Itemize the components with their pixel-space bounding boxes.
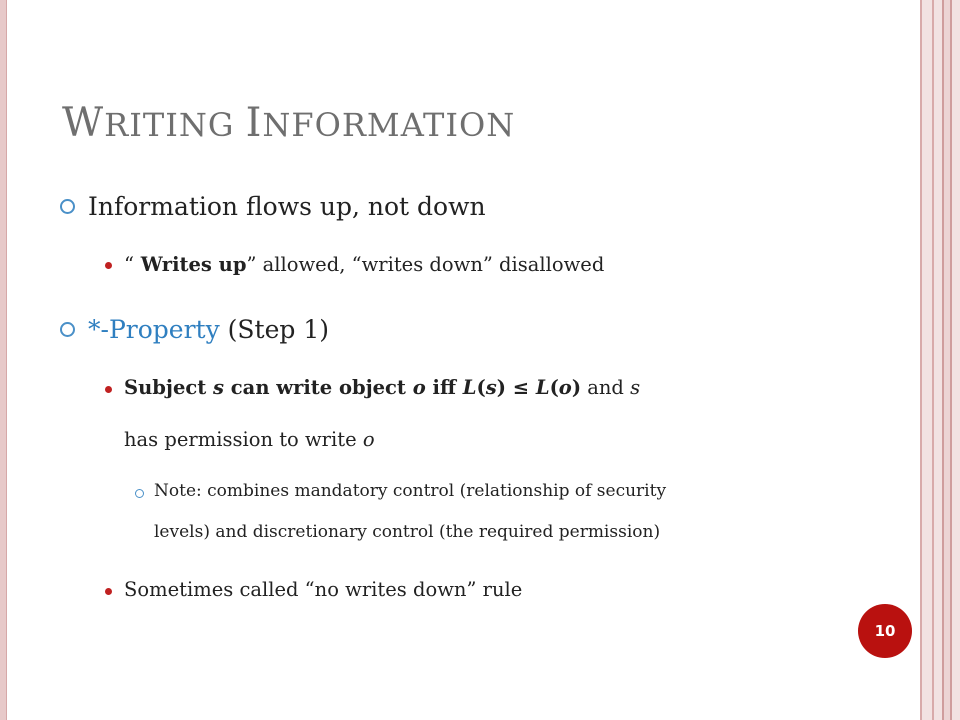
dot-bullet-icon	[105, 386, 112, 393]
bullet-information-flows: Information flows up, not down	[88, 192, 486, 221]
sub-bullet-subject-rule-cont: has permission to write o	[124, 428, 375, 451]
left-border-decoration	[0, 0, 7, 720]
sub-bullet-no-writes-down: Sometimes called “no writes down” rule	[124, 578, 523, 601]
small-circle-bullet-icon	[135, 489, 144, 498]
sub-bullet-writes-up: “ Writes up” allowed, “writes down” disallowed	[124, 253, 605, 276]
dot-bullet-icon	[105, 588, 112, 595]
page-number-badge: 10	[858, 604, 912, 658]
circle-bullet-icon	[60, 199, 75, 214]
note-line-2: levels) and discretionary control (the required permission)	[154, 522, 661, 542]
sub-bullet-subject-rule: Subject s can write object o iff L(s) ≤ L(o) and s	[124, 376, 641, 399]
right-stripe-decoration	[918, 0, 960, 720]
note-line-1: Note: combines mandatory control (relationship of security	[154, 481, 667, 501]
dot-bullet-icon	[105, 262, 112, 269]
bullet-star-property: *-Property (Step 1)	[88, 315, 329, 344]
circle-bullet-icon	[60, 322, 75, 337]
slide-title: WRITING INFORMATION	[62, 100, 516, 146]
